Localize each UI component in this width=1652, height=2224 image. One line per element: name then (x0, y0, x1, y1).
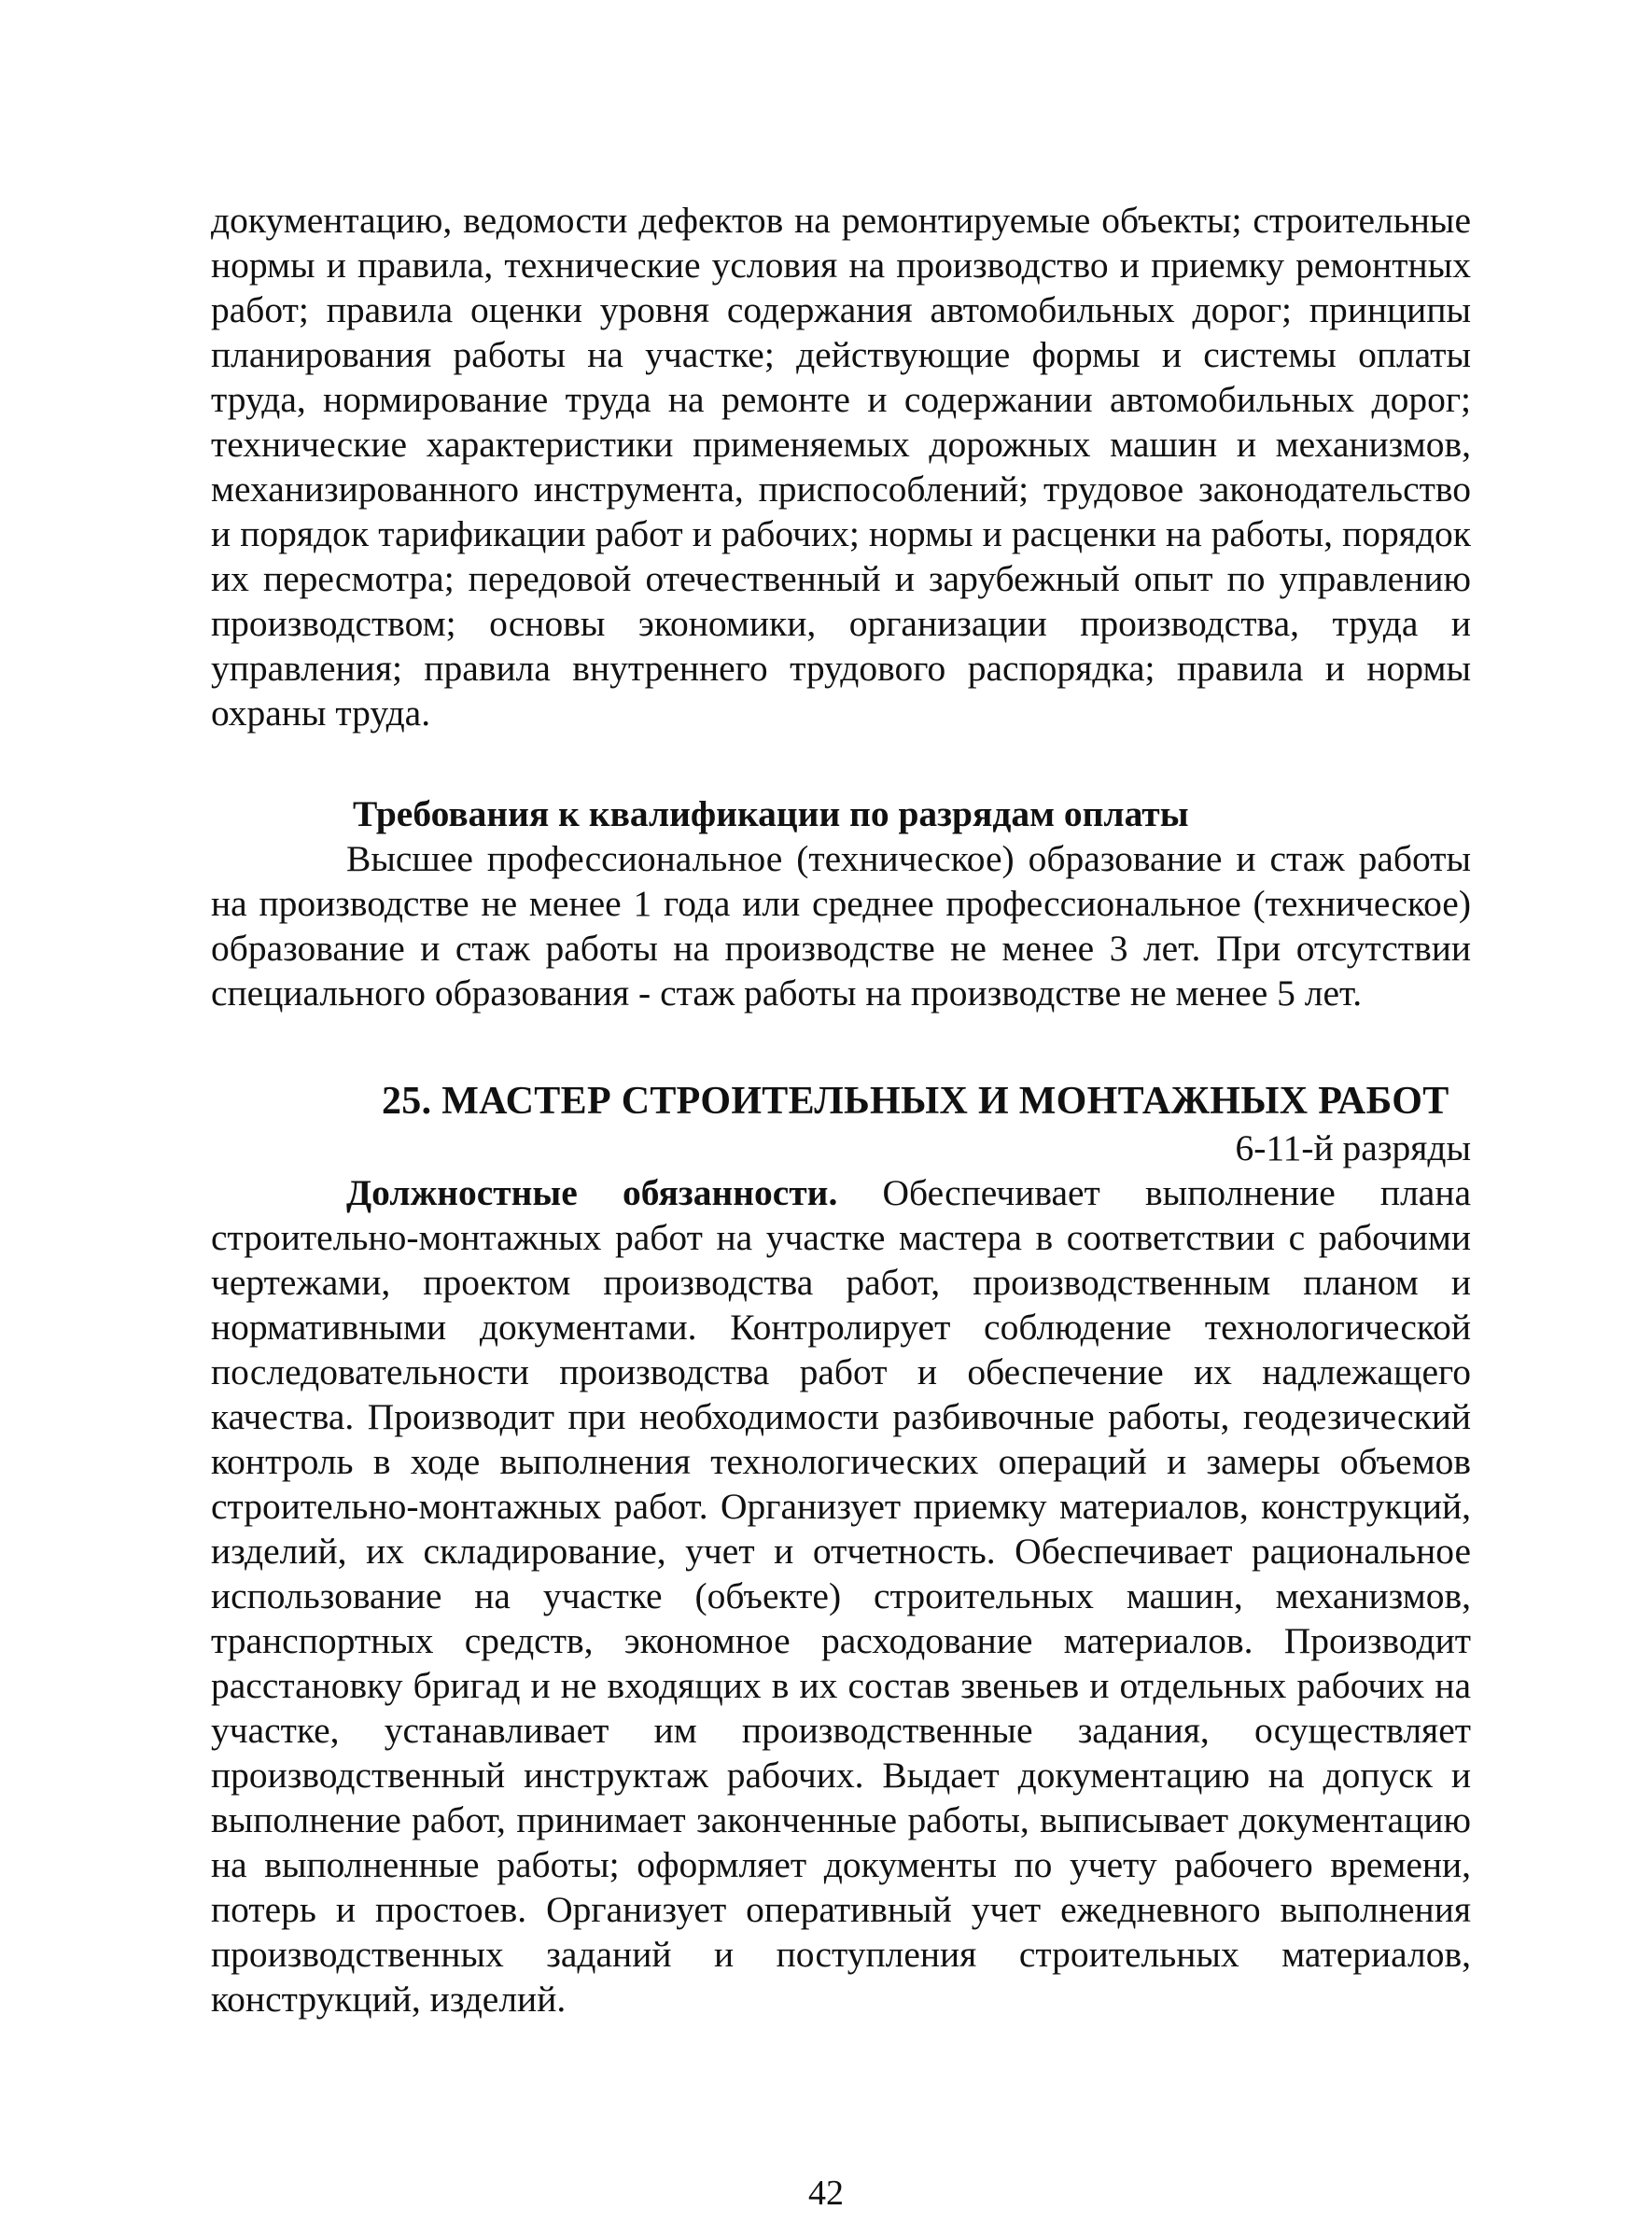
qualification-block (211, 791, 1471, 1015)
duties-text: Обеспечивает выполнение плана строительно-монтажных работ на участке мастера в соответствии с рабочими чертежами, проектом производства работ, производственным планом и нормативными документами. Контролирует соблюдение технологической последовательности производства работ и обеспечение их надлежащего качества. Производит при необходимости разбивочные работы, геодезический контроль в ходе выполнения технологических операций и замеры объемов строительно-монтажных работ. Организует приемку материалов, конструкций, изделий, их складирование, учет и отчетность. Обеспечивает рациональное использование на участке (объекте) строительных машин, механизмов, транспортных средств, экономное расходование материалов. Производит расстановку бригад и не входящих в их состав звеньев и отдельных рабочих на участке, устанавливает им производственные задания, осуществляет производственный инструктаж рабочих. Выдает документацию на допуск и выполнение работ, принимает законченные работы, выписывает документацию на выполненные работы; оформляет документы по учету рабочего времени, потерь и простоев. Организует оперативный учет ежедневного выполнения производственных заданий и поступления строительных материалов, конструкций, изделий. (211, 1172, 1471, 2020)
qualification-text: Высшее профессиональное (техническое) образование и стаж работы на производстве не менее 1 года или среднее профессиональное (техническое) образование и стаж работы на производстве не менее 3 лет. При отсутствии специального образования - стаж работы на производстве не менее 5 лет. (211, 838, 1471, 1014)
section-block (211, 1077, 1471, 2021)
section-title: 25. МАСТЕР СТРОИТЕЛЬНЫХ И МОНТАЖНЫХ РАБОТ (382, 1080, 1449, 1123)
duties-paragraph (211, 1170, 1471, 2021)
continuation-paragraph: документацию, ведомости дефектов на ремонтируемые объекты; строительные нормы и правила, технические условия на производство и приемку ремонтных работ; правила оценки уровня содержания автомобильных дорог; принципы планирования работы на участке; действующие формы и системы оплаты труда, нормирование труда на ремонте и содержании автомобильных дорог; технические характеристики применяемых дорожных машин и механизмов, механизированного инструмента, приспособлений; трудовое законодательство и порядок тарификации работ и рабочих; нормы и расценки на работы, порядок их пересмотра; передовой отечественный и зарубежный опыт по управлению производством; основы экономики, организации производства, труда и управления; правила внутреннего трудового распорядка; правила и нормы охраны труда. (211, 200, 1471, 734)
page-number: 42 (808, 2174, 844, 2213)
qualification-heading: Требования к квалификации по разрядам оплаты (353, 793, 1189, 834)
document-page (211, 198, 1471, 2021)
section-grades: 6-11-й разряды (1235, 1127, 1471, 1168)
duties-label: Должностные обязанности. (346, 1172, 838, 1213)
